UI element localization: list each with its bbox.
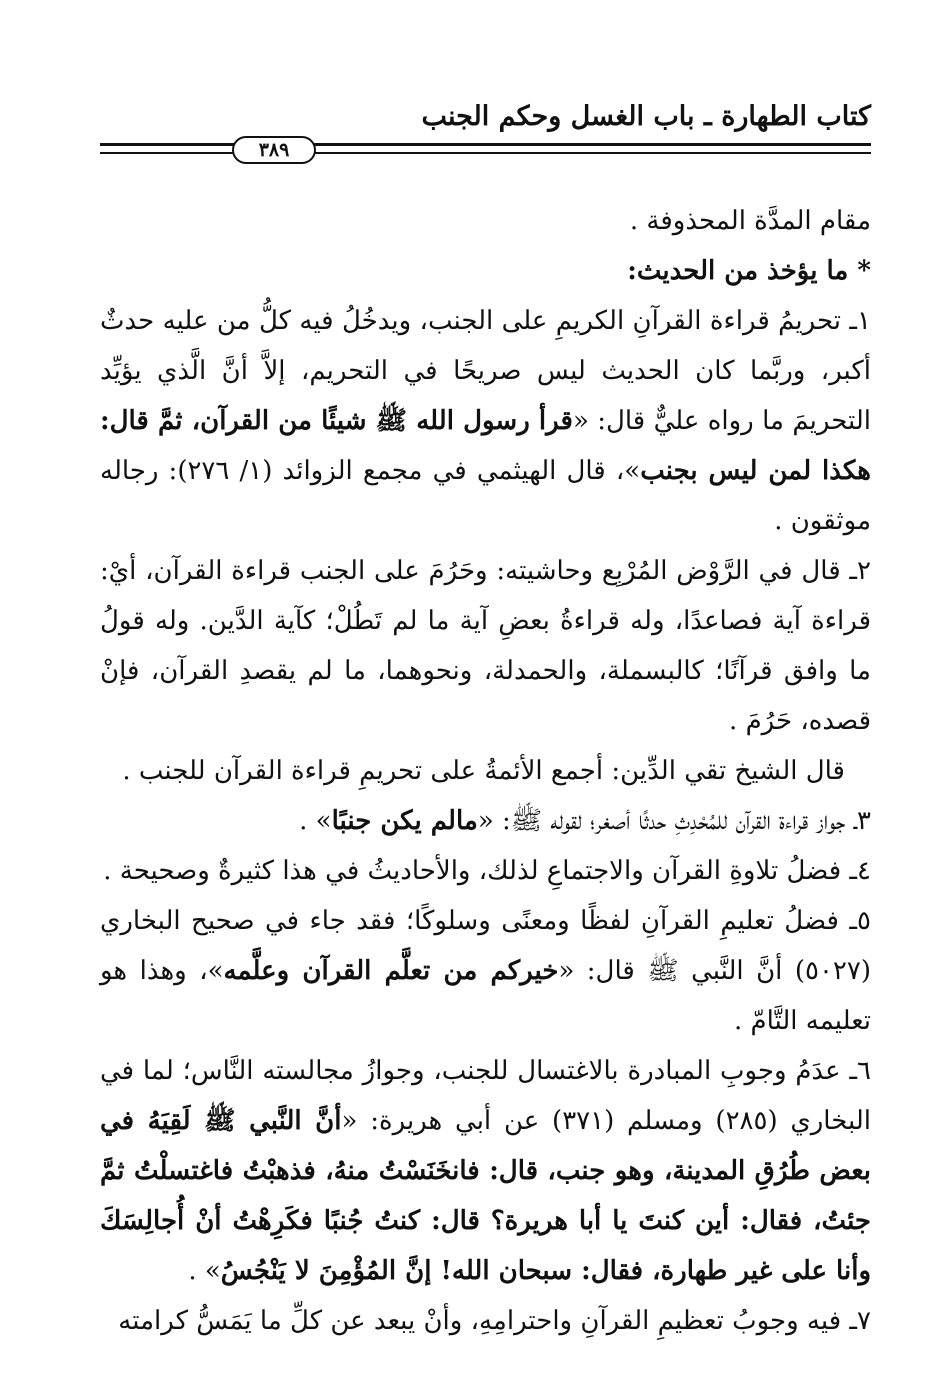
item1-text-a: ١ـ تحريمُ قراءة القرآنِ الكريمِ على الجنب، ويدخُلُ فيه كلُّ من عليه حدثٌ أكبر، وربَّما كان الحديث ليس صريحًا في التحريم، إلاَّ أنَّ الَّذي يؤيِّد التحريمَ ما رواه عليٌّ قال: « xyxy=(100,306,871,436)
list-item-6 xyxy=(100,1046,871,1296)
running-header xyxy=(100,100,871,140)
header-title: كتاب الطهارة ـ باب الغسل وحكم الجنب xyxy=(421,101,871,132)
list-item-3 xyxy=(100,796,871,846)
header-rule-thin xyxy=(100,152,871,154)
list-item-1 xyxy=(100,296,871,546)
section-heading: * ما يؤخذ من الحديث: xyxy=(627,256,871,286)
page-number: ٣٨٩ xyxy=(232,136,316,164)
item3-text-a: ٣ـ جواز قراءة القرآن للمُحْدِثِ حدثًا أصغر؛ لقوله ﷺ: « xyxy=(477,806,871,836)
page-body xyxy=(100,196,871,1346)
list-item-2: ٢ـ قال في الرَّوْض المُرْبِع وحاشيته: وحَرُمَ على الجنب قراءة القرآن، أيْ: قراءة آية فصاعدًا، وله قراءةُ بعضِ آية ما لم تَطُلْ؛ كآية الدَّين. وله قولُ ما وافق قرآنًا؛ كالبسملة، والحمدلة، ونحوهما، ما لم يقصدِ القرآن، فإنْ قصده، حَرُمَ . xyxy=(100,556,871,736)
list-item-5 xyxy=(100,896,871,1046)
intro-line: مقام المدَّة المحذوفة . xyxy=(629,206,871,236)
list-item-2-note: قال الشيخ تقي الدِّين: أجمع الأئمةُ على تحريمِ قراءة القرآن للجنب . xyxy=(122,756,845,786)
item3-text-b: » . xyxy=(299,806,332,836)
item1-text-b: »، قال الهيثمي في مجمع الزوائد (١/ ٢٧٦): رجاله موثقون . xyxy=(100,456,871,536)
item3-hadith-quote: مالم يكن جنبًا xyxy=(331,806,478,836)
list-item-7: ٧ـ فيه وجوبُ تعظيمِ القرآنِ واحترامِهِ، وأنْ يبعد عن كلِّ ما يَمَسُّ كرامته xyxy=(118,1306,871,1336)
item5-text-b: »، وهذا هو تعليمه التَّامّ . xyxy=(100,956,871,1036)
item5-hadith-quote: خيركم من تعلَّم القرآن وعلَّمه xyxy=(223,956,559,986)
item1-hadith-quote: قرأ رسول الله ﷺ شيئًا من القرآن، ثمَّ قال: هكذا لمن ليس بجنب xyxy=(100,406,871,486)
item6-hadith-quote: أنَّ النَّبي ﷺ لَقِيَهُ في بعض طُرُقِ المدينة، وهو جنب، قال: فانخَنَسْتُ منهُ، فذهبْتُ فاغتسلْتُ ثمَّ جئتُ، فقال: أين كنتَ يا أبا هريرة؟ قال: كنتُ جُنبًا فكَرِهْتُ أنْ أُجالِسَكَ وأنا على غير طهارة، فقال: سبحان الله! إنَّ المُؤْمِنَ لا يَنْجُسُ xyxy=(100,1106,871,1286)
item6-text-b: » . xyxy=(188,1256,221,1286)
header-rule-thick xyxy=(100,143,871,146)
item5-text-a: ٥ـ فضلُ تعليمِ القرآنِ لفظًا ومعنًى وسلوكًا؛ فقد جاء في صحيح البخاري (٥٠٢٧) أنَّ النَّبي ﷺ قال: « xyxy=(100,906,872,986)
list-item-4: ٤ـ فضلُ تلاوةِ القرآن والاجتماعِ لذلك، والأحاديثُ في هذا كثيرةٌ وصحيحة . xyxy=(103,856,871,886)
item6-text-a: ٦ـ عدَمُ وجوبِ المبادرة بالاغتسال للجنب، وجوازُ مجالسته النَّاس؛ لما في البخاري (٢٨٥) ومسلم (٣٧١) عن أبي هريرة: « xyxy=(100,1056,872,1136)
